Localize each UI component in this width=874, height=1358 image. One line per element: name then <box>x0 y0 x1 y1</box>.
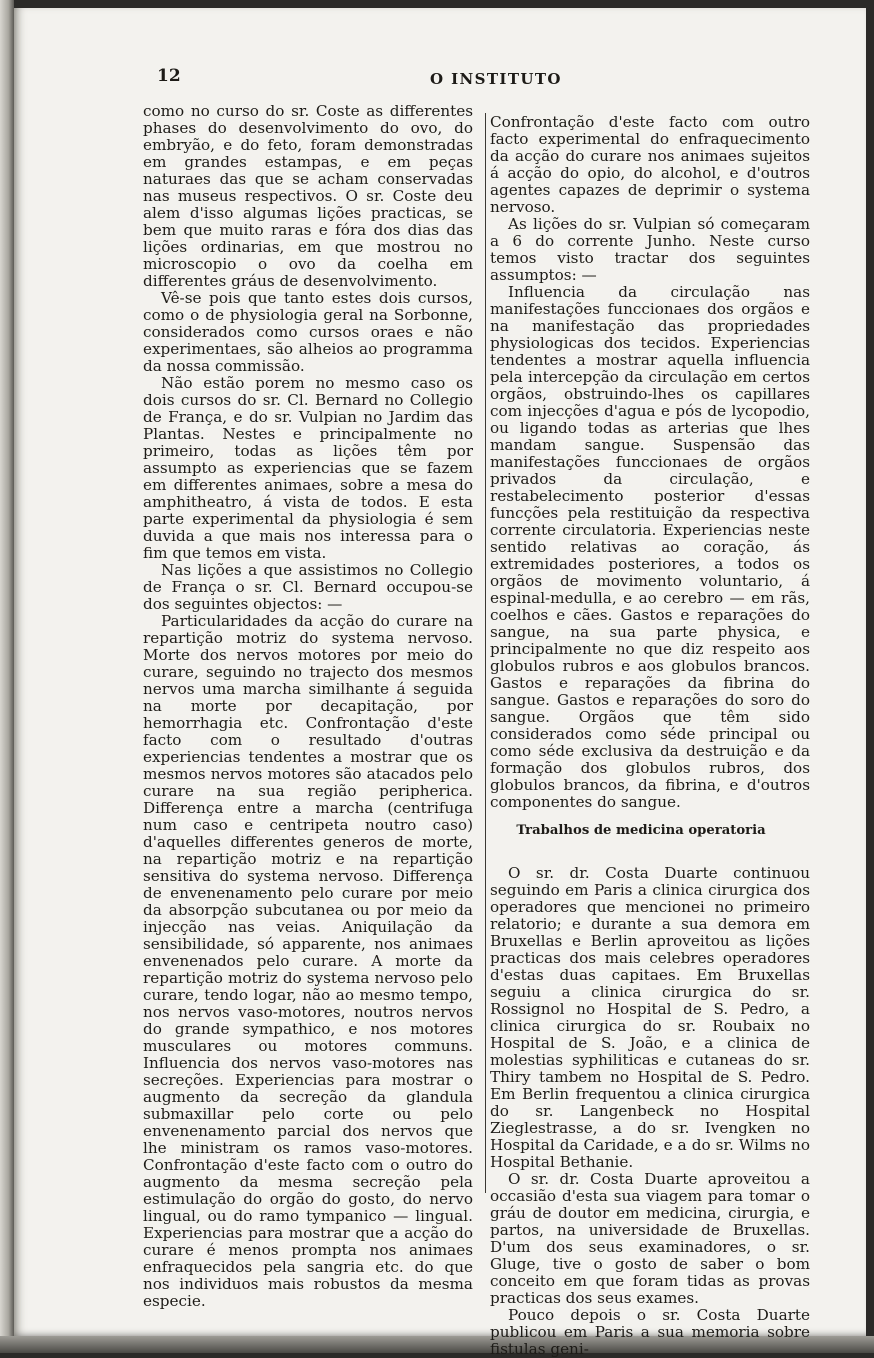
right-column <box>472 114 810 1358</box>
paragraph: Confrontação d'este facto com outro facto experimental do enfraquecimento da acção do curare nos animaes sujeitos á acção do opio, do alcohol, e d'outros agentes capazes de deprimir o systema nervoso. <box>490 113 810 216</box>
section-heading: Trabalhos de medicina operatoria <box>516 823 766 838</box>
running-title: O INSTITUTO <box>430 70 562 88</box>
paragraph: Particularidades da acção do curare na repartição motriz do systema nervoso. Morte dos nervos motores por meio do curare, seguindo no trajecto dos mesmos nervos uma marcha similhante á seguida na morte por decapitação, por hemorrhagia etc. Confrontação d'este facto com o resultado d'outras experiencias tendentes a mostrar que os mesmos nervos motores são atacados pelo curare na sua região peripherica. Differença entre a marcha (centrifuga num caso e centripeta noutro caso) d'aquelles differentes generos de morte, na repartição motriz e na repartição sensitiva do systema nervoso. Differença de envenenamento pelo curare por meio da absorpção subcutanea ou por meio da injecção nas veias. Aniquilação da sensibilidade, só apparente, nos animaes envenenados pelo curare. A morte da repartição motriz do systema nervoso pelo curare, tendo logar, não ao mesmo tempo, nos nervos vaso-motores, noutros nervos do grande sympathico, e nos motores musculares ou motores communs. Influencia dos nervos vaso-motores nas secreções. Experiencias para mostrar o augmento da secreção da glandula submaxillar pelo corte ou pelo envenenamento parcial dos nervos que lhe ministram os ramos vaso-motores. Confrontação d'este facto com o outro do augmento da mesma secreção pela estimulação do orgão do gosto, do nervo lingual, ou do ramo tympanico — lingual. Experiencias para mostrar que a acção do curare é menos prompta nos animaes enfraquecidos pela sangria etc. do que nos individuos mais robustos da mesma especie. <box>143 612 473 1310</box>
left-column <box>143 103 473 1310</box>
paragraph: Nas lições a que assistimos no Collegio de França o sr. Cl. Bernard occupou-se dos seguintes objectos: — <box>143 561 473 613</box>
paragraph: O sr. dr. Costa Duarte continuou seguindo em Paris a clinica cirurgica dos operadores que mencionei no primeiro relatorio; e durante a sua demora em Bruxellas e Berlin aproveitou as lições practicas dos mais celebres operadores d'estas duas capitaes. Em Bruxellas seguiu a clinica cirurgica do sr. Rossignol no Hospital de S. Pedro, a clinica cirurgica do sr. Roubaix no Hospital de S. João, e a clinica de molestias syphiliticas e cutaneas do sr. Thiry tambem no Hospital de S. Pedro. Em Berlin frequentou a clinica cirurgica do sr. Langenbeck no Hospital Zieglestrasse, a do sr. Ivengken no Hospital da Caridade, e a do sr. Wilms no Hospital Bethanie. <box>490 864 810 1171</box>
paragraph: Vê-se pois que tanto estes dois cursos, como o de physiologia geral na Sorbonne, considerados como cursos oraes e não experimentaes, são alheios ao programma da nossa commissão. <box>143 289 473 375</box>
book-spine-edge <box>0 0 14 1353</box>
paragraph: O sr. dr. Costa Duarte aproveitou a occasião d'esta sua viagem para tomar o gráu de doutor em medicina, cirurgia, e partos, na universidade de Bruxellas. D'um dos seus examinadores, o sr. Gluge, tive o gosto de saber o bom conceito em que foram tidas as provas practicas dos seus exames. <box>490 1170 810 1307</box>
paragraph: Influencia da circulação nas manifestações funccionaes dos orgãos e na manifestação das propriedades physiologicas dos tecidos. Experiencias tendentes a mostrar aquella influencia pela intercepção da circulação em certos orgãos, obstruindo-lhes os capillares com injecções d'agua e pós de lycopodio, ou ligando todas as arterias que lhes mandam sangue. Suspensão das manifestações funccionaes de orgãos privados da circulação, e restabelecimento posterior d'essas funcções pela restituição da respectiva corrente circulatoria. Experiencias neste sentido relativas ao coração, ás extremidades posteriores, a todos os orgãos de movimento voluntario, á espinal-medulla, e ao cerebro — em rãs, coelhos e cães. Gastos e reparações do sangue, na sua parte physica, e principalmente no que diz respeito aos globulos rubros e aos globulos brancos. Gastos e reparações da fibrina do sangue. Gastos e reparações do soro do sangue. Orgãos que têm sido considerados como séde principal ou como séde exclusiva da destruição e da formação dos globulos rubros, dos globulos brancos, da fibrina, e d'outros componentes do sangue. <box>490 283 810 811</box>
page-number: 12 <box>157 66 181 86</box>
paragraph: como no curso do sr. Coste as differentes phases do desenvolvimento do ovo, do embryão, e do feto, foram demonstradas em grandes estampas, e em peças naturaes das que se acham conservadas nas museus respectivos. O sr. Coste deu alem d'isso algumas lições practicas, se bem que muito raras e fóra dos dias das lições ordinarias, em que mostrou no microscopio o ovo da coelha em differentes gráus de desenvolvimento. <box>143 102 473 290</box>
paragraph: As lições do sr. Vulpian só começaram a 6 do corrente Junho. Neste curso temos visto tractar dos seguintes assumptos: — <box>490 215 810 284</box>
paragraph: Não estão porem no mesmo caso os dois cursos do sr. Cl. Bernard no Collegio de França, e do sr. Vulpian no Jardim das Plantas. Nestes e principalmente no primeiro, todas as lições têm por assumpto as experiencias que se fazem em differentes animaes, sobre a mesa do amphitheatro, á vista de todos. E esta parte experimental da physiologia é sem duvida a que mais nos interessa para o fim que temos em vista. <box>143 374 473 562</box>
paragraph: Pouco depois o sr. Costa Duarte publicou em Paris a sua memoria sobre fistulas geni- <box>490 1306 810 1358</box>
